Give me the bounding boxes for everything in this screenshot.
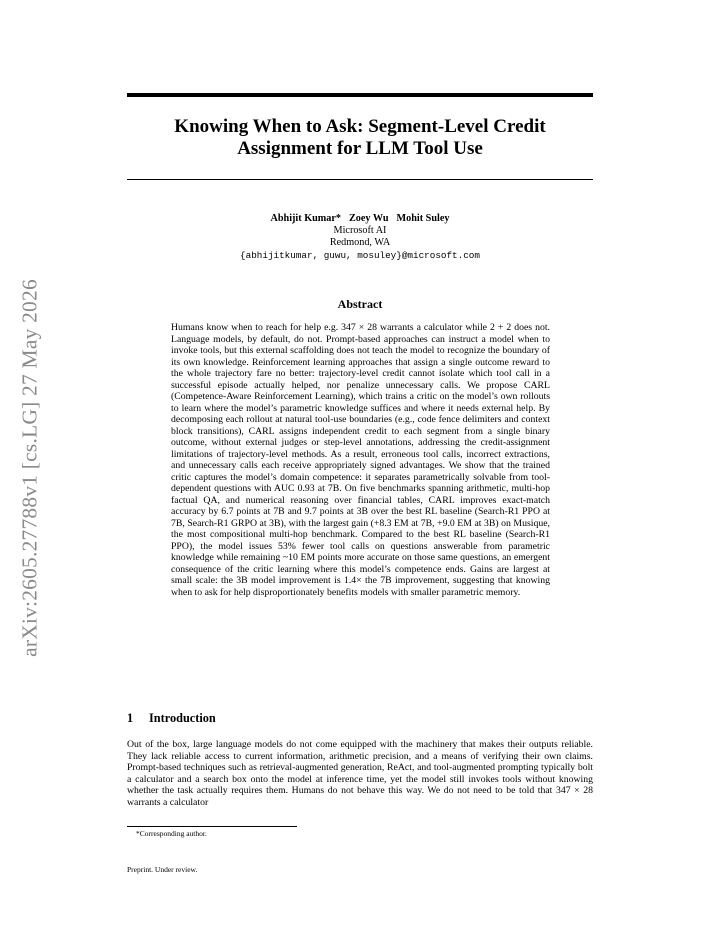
footnote-rule bbox=[127, 826, 297, 827]
section-title: Introduction bbox=[149, 711, 216, 725]
intro-paragraph: Out of the box, large language models do not come equipped with the machinery that makes their outputs reliable. They lack reliable access to current information, arithmetic precision, and a means of verifying their own claims. Prompt-based techniques such as retrieval-augmented generation, ReAct, and tool-augmented prompting typically bolt a calculator and a search box onto the model at inference time, yet the model still invokes tools without knowing whether the task actually requires them. Humans do not behave this way. We do not need to be told that 347 × 28 warrants a calculator bbox=[127, 739, 593, 808]
author-names bbox=[127, 213, 593, 225]
author-block bbox=[127, 213, 593, 262]
footnote: *Corresponding author. bbox=[136, 829, 207, 838]
affiliation: Microsoft AI bbox=[333, 225, 387, 237]
location: Redmond, WA bbox=[329, 237, 391, 249]
title-bottom-rule bbox=[127, 179, 593, 180]
preprint-note: Preprint. Under review. bbox=[127, 865, 198, 874]
section-number: 1 bbox=[127, 711, 134, 725]
author-1: Abhijit Kumar* bbox=[270, 213, 341, 224]
author-3: Mohit Suley bbox=[396, 213, 450, 224]
arxiv-stamp-text: arXiv:2605.27788v1 [cs.LG] 27 May 2026 bbox=[17, 279, 42, 657]
author-emails: {abhijitkumar, guwu, mosuley}@microsoft.com bbox=[240, 249, 480, 261]
arxiv-stamp bbox=[18, 258, 42, 678]
author-2: Zoey Wu bbox=[348, 213, 389, 224]
title-top-rule bbox=[127, 93, 593, 97]
section-heading bbox=[127, 711, 216, 726]
abstract-text: Humans know when to reach for help e.g. 347 × 28 warrants a calculator while 2 + 2 does not. Language models, by default, do not. Prompt-based approaches can instruct a model when to invoke tools, but this external scaffolding does not teach the model to recognize the boundary of its own knowledge. Reinforcement learning approaches that assign a single outcome reward to the whole trajectory fare no better: trajectory-level credit cannot isolate which tool call in a successful episode actually helped, nor penalize unnecessary calls. We propose CARL (Competence-Aware Reinforcement Learning), which trains a critic on the model’s own rollouts to learn where the model’s parametric knowledge suffices and where it needs external help. By decomposing each rollout at natural tool-use boundaries (e.g., code fence delimiters and context block transitions), CARL assigns independent credit to each segment from a single binary outcome, without external judges or step-level annotations, addressing the credit-assignment limitations of trajectory-level methods. As a result, erroneous tool calls, incorrect extractions, and unnecessary calls each receive appropriately signed advantages. We show that the trained critic captures the model’s domain competence: it separates parametrically solvable from tool-dependent questions with AUC 0.93 at 7B. On five benchmarks spanning arithmetic, multi-hop factual QA, and numerical reasoning over financial tables, CARL improves exact-match accuracy by 6.7 points at 7B and 9.7 points at 3B over the best RL baseline (Search-R1 PPO at 7B, Search-R1 GRPO at 3B), with the largest gain (+8.3 EM at 7B, +9.0 EM at 3B) on Musique, the most compositional multi-hop benchmark. Compared to the best RL baseline (Search-R1 PPO), the model issues 53% fewer tool calls on questions answerable from parametric knowledge while remaining ~10 EM points more accurate on those same questions, an emergent consequence of the critic learning where this model’s competence ends. Gains are largest at small scale: the 3B model improvement is 1.4× the 7B improvement, suggesting that knowing when to ask for help disproportionately benefits models with smaller parametric memory. bbox=[171, 322, 550, 598]
paper-title: Knowing When to Ask: Segment-Level Credit Assignment for LLM Tool Use bbox=[174, 116, 546, 159]
abstract-heading: Abstract bbox=[337, 297, 383, 311]
